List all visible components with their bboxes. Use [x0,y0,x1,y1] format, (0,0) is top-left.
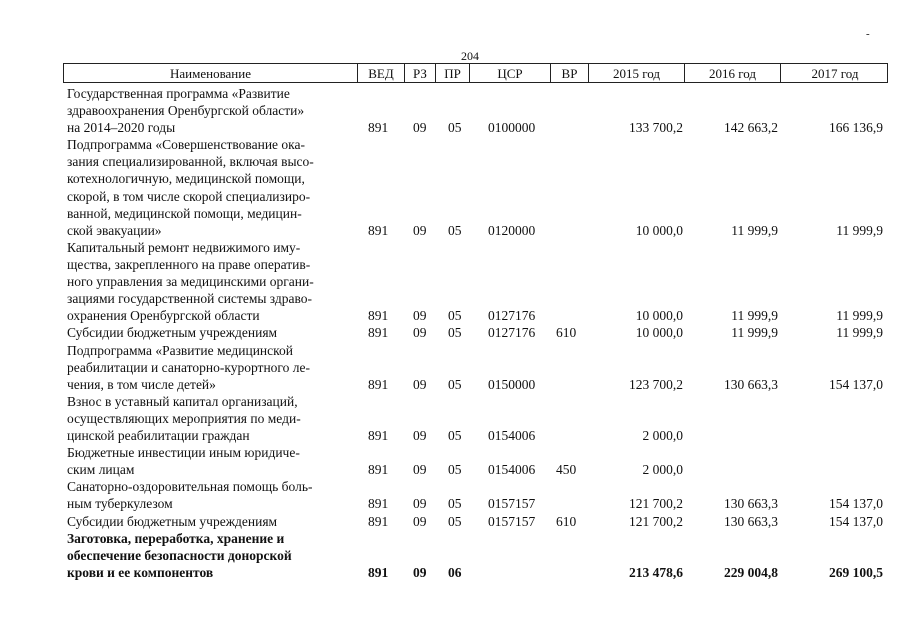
cell-csr: 0154006 [488,428,536,443]
row-name-line: скорой, в том числе скорой специализиро- [67,188,311,204]
cell-pr: 05 [448,120,462,136]
row-name-line: зациями государственной системы здраво- [67,291,313,307]
cell-2015: 2 000,0 [642,428,683,443]
table-row [0,530,905,581]
row-name [67,530,347,581]
col-header-rz: РЗ [404,64,435,82]
cell-rz: 09 [413,120,427,136]
cell-vr: 610 [556,325,577,341]
cell-2017: 11 999,9 [836,308,883,324]
cell-2015: 2 000,0 [642,462,683,478]
table-row [0,444,905,478]
table-row [0,136,905,239]
cell-pr: 05 [448,428,462,443]
cell-pr: 05 [448,222,462,238]
cell-2017: 166 136,9 [829,120,883,136]
cell-csr: 0157157 [488,513,536,529]
cell-2017: 154 137,0 [829,496,883,512]
cell-csr: 0127176 [488,308,536,324]
table-row [0,85,905,136]
cell-csr: 0120000 [488,222,536,238]
cell-ved: 891 [368,120,389,136]
table-row [0,239,905,325]
cell-2016: 229 004,8 [724,564,778,580]
col-header-2016: 2016 год [684,64,780,82]
cell-csr: 0100000 [488,120,536,136]
cell-rz: 09 [413,308,427,324]
cell-ved: 891 [368,325,389,341]
cell-ved: 891 [368,496,389,512]
row-name [67,393,347,444]
cell-ved: 891 [368,222,389,238]
cell-pr: 05 [448,513,462,529]
row-name [67,342,347,393]
row-name-line: здравоохранения Оренбургской области» [67,103,305,119]
cell-ved: 891 [368,513,389,529]
col-header-csr: ЦСР [469,64,550,82]
cell-2015: 133 700,2 [629,120,683,136]
cell-rz: 09 [413,325,427,341]
cell-2015: 10 000,0 [635,325,683,341]
cell-pr: 05 [448,308,462,324]
cell-rz: 09 [413,222,427,238]
row-name-line: зания специализированной, включая высо- [67,154,314,170]
cell-rz: 09 [413,513,427,529]
cell-pr: 05 [448,462,462,478]
col-header-ved: ВЕД [357,64,404,82]
row-name-line: на 2014–2020 годы [67,120,176,136]
col-header-name: Наименование [170,66,251,81]
table-row [0,478,905,512]
corner-mark: - [866,28,870,40]
row-name-line: ного управления за медицинскими органи- [67,274,314,290]
row-name-line: Бюджетные инвестиции иным юридиче- [67,445,300,461]
row-name [67,513,347,530]
col-header-2017: 2017 год [780,64,889,82]
row-name-line: Субсидии бюджетным учреждениям [67,325,278,341]
cell-rz: 09 [413,462,427,478]
row-name-line: щества, закрепленного на праве оператив- [67,256,311,272]
cell-ved: 891 [368,462,389,478]
row-name-line: Взнос в уставный капитал организаций, [67,393,298,409]
row-name-line: ской эвакуации» [67,222,162,238]
row-name-line: Санаторно-оздоровительная помощь боль- [67,479,313,495]
row-name-line: осуществляющих мероприятия по меди- [67,410,301,426]
row-name [67,136,347,239]
cell-2015: 121 700,2 [629,513,683,529]
row-name-line: крови и ее компонентов [67,564,214,580]
row-name-line: ным туберкулезом [67,496,173,512]
row-name-line: цинской реабилитации граждан [67,427,250,443]
cell-ved: 891 [368,376,389,392]
row-name [67,239,347,324]
row-name-line: Субсидии бюджетным учреждениям [67,513,278,529]
cell-pr: 06 [448,564,462,580]
row-name-line: ванной, медицинской помощи, медицин- [67,205,302,221]
table-row [0,393,905,444]
cell-csr: 0150000 [488,376,536,392]
row-name-line: обеспечение безопасности донорской [67,547,292,563]
cell-rz: 09 [413,428,427,443]
cell-rz: 09 [413,496,427,512]
row-name [67,324,347,341]
cell-2017: 154 137,0 [829,376,883,392]
cell-2017: 11 999,9 [836,222,883,238]
cell-2016: 130 663,3 [724,513,778,529]
cell-vr: 450 [556,462,577,478]
page-number: 204 [461,49,479,63]
cell-ved: 891 [368,308,389,324]
cell-2017: 11 999,9 [836,325,883,341]
row-name-line: Подпрограмма «Развитие медицинской [67,342,293,358]
table-row [0,342,905,393]
cell-2016: 11 999,9 [731,308,778,324]
cell-2015: 121 700,2 [629,496,683,512]
col-header-vr: ВР [550,64,588,82]
col-header-pr: ПР [435,64,469,82]
cell-2017: 154 137,0 [829,513,883,529]
cell-pr: 05 [448,325,462,341]
cell-pr: 05 [448,496,462,512]
cell-2016: 11 999,9 [731,325,778,341]
cell-2016: 130 663,3 [724,376,778,392]
row-name-line: Государственная программа «Развитие [67,86,290,101]
cell-rz: 09 [413,564,427,580]
row-name-line: Капитальный ремонт недвижимого иму- [67,239,301,255]
row-name-line: котехнологичную, медицинской помощи, [67,171,305,187]
cell-csr: 0127176 [488,325,536,341]
cell-vr: 610 [556,513,577,529]
row-name-line: Заготовка, переработка, хранение и [67,530,285,546]
cell-2016: 130 663,3 [724,496,778,512]
cell-rz: 09 [413,376,427,392]
cell-csr: 0154006 [488,462,536,478]
cell-ved: 891 [368,428,389,443]
cell-2015: 213 478,6 [629,564,683,580]
row-name-line: охранения Оренбургской области [67,308,260,324]
cell-csr: 0157157 [488,496,536,512]
col-header-2015: 2015 год [588,64,684,82]
cell-2015: 10 000,0 [635,308,683,324]
row-name-line: ским лицам [67,462,135,478]
row-name-line: Подпрограмма «Совершенствование ока- [67,137,306,153]
table-header [63,63,888,83]
cell-ved: 891 [368,564,389,580]
cell-2017: 269 100,5 [829,564,883,580]
row-name [67,85,347,136]
cell-2016: 11 999,9 [731,222,778,238]
cell-2015: 10 000,0 [635,222,683,238]
cell-2015: 123 700,2 [629,376,683,392]
table-row [0,513,905,530]
row-name-line: реабилитации и санаторно-курортного ле- [67,359,310,375]
row-name [67,444,347,478]
row-name-line: чения, в том числе детей» [67,376,216,392]
cell-2016: 142 663,2 [724,120,778,136]
table-row [0,324,905,341]
row-name [67,478,347,512]
cell-pr: 05 [448,376,462,392]
